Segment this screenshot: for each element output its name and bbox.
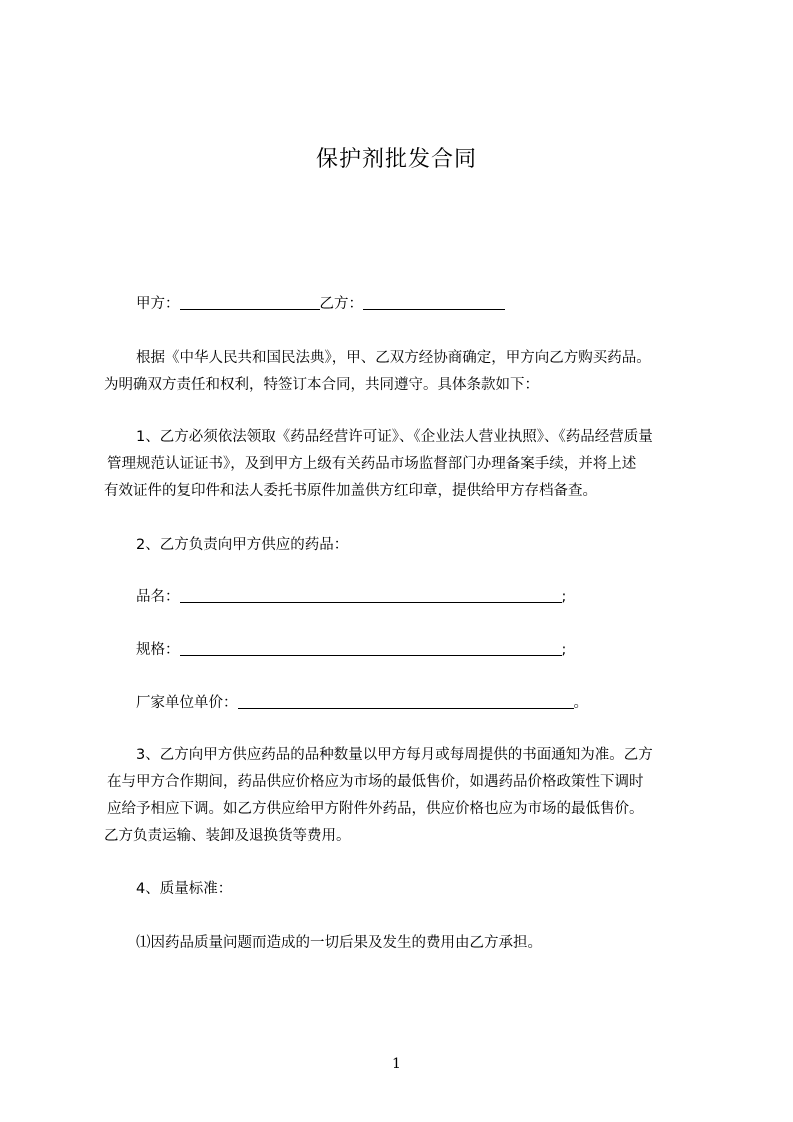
product-name-label: 品名： [136,589,180,605]
clause3-line-3: 应给予相应下调。如乙方供应给甲方附件外药品，供应价格也应为市场的最低售价。 [107,801,644,817]
product-name-line [136,585,566,606]
party-a-label: 甲方： [136,296,180,312]
spec-end: ; [561,642,567,658]
clause3-line-2: 在与甲方合作期间，药品供应价格应为市场的最低售价，如遇药品价格政策性下调时 [107,774,644,790]
intro-line-1: 根据《中华人民共和国民法典》，甲、乙双方经协商确定，甲方向乙方购买药品。 [136,350,651,366]
parties-line [136,292,505,313]
spec-line [136,638,566,659]
clause1-line-2: 管理规范认证证书》，及到甲方上级有关药品市场监督部门办理备案手续，并将上述 [107,456,637,472]
product-name-end: ; [561,589,567,605]
unit-price-end: 。 [573,695,588,711]
clause3-line-4: 乙方负责运输、装卸及退换货等费用。 [104,828,351,844]
spec-label: 规格： [136,642,180,658]
clause4-heading: 4、质量标准： [136,881,233,897]
product-name-blank [180,588,562,603]
unit-price-line [136,691,588,712]
page-number: 1 [392,1056,401,1072]
clause2-heading: 2、乙方负责向甲方供应的药品： [136,537,349,553]
spec-blank [180,641,562,656]
unit-price-blank [238,694,574,709]
unit-price-label: 厂家单位单价： [136,695,238,711]
intro-line-2: 为明确双方责任和权利，特签订本合同，共同遵守。具体条款如下： [104,377,539,393]
clause4-item-1: ⑴因药品质量问题而造成的一切后果及发生的费用由乙方承担。 [136,935,542,951]
party-b-label: 乙方： [319,296,363,312]
party-b-blank [363,295,505,310]
page-title: 保护剂批发合同 [315,147,477,172]
clause3-line-1: 3、乙方向甲方供应药品的品种数量以甲方每月或每周提供的书面通知为准。乙方 [136,747,653,763]
party-a-blank [180,295,320,310]
clause1-line-3: 有效证件的复印件和法人委托书原件加盖供方红印章，提供给甲方存档备查。 [104,483,597,499]
clause1-line-1: 1、乙方必须依法领取《药品经营许可证》、《企业法人营业执照》、《药品经营质量 [136,429,653,445]
